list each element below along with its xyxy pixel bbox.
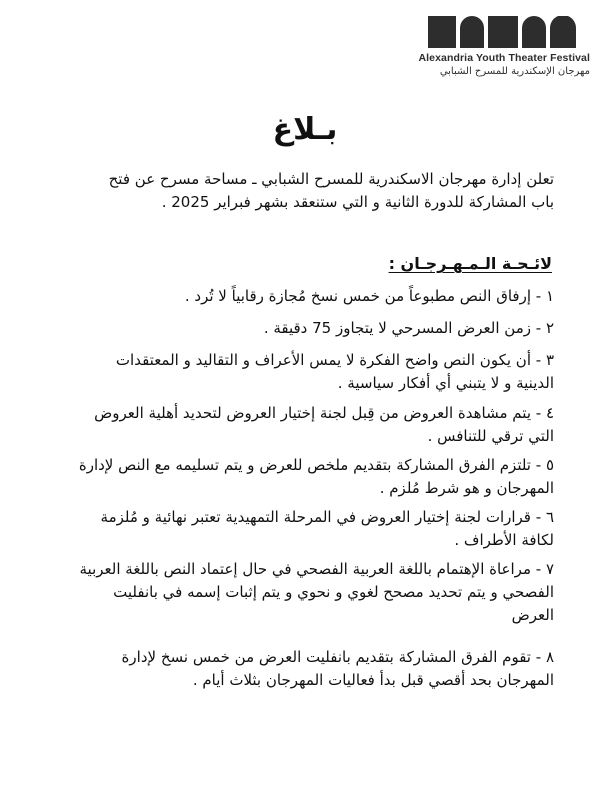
regulation-item-1: ١ - إرفاق النص مطبوعاً من خمس نسخ مُجازة رقابياً لا تُرد . xyxy=(184,287,554,305)
notice-intro: تعلن إدارة مهرجان الاسكندرية للمسرح الشبابي ـ مساحة مسرح عن فتح باب المشاركة للدورة الثانية و التي ستنعقد بشهر فبراير 2025 . xyxy=(108,170,554,211)
regulation-item-5: ٥ - تلتزم الفرق المشاركة بتقديم ملخص للعرض و يتم تسليمه مع النص لإدارة المهرجان و هو شرط مُلزم . xyxy=(78,456,554,497)
regulation-item-2: ٢ - زمن العرض المسرحي لا يتجاوز 75 دقيقة . xyxy=(263,319,554,337)
festival-logo-arabic: مهرجان الإسكندرية للمسرح الشبابي xyxy=(439,66,590,77)
regulation-item-8: ٨ - تقوم الفرق المشاركة بتقديم بانفليت العرض من خمس نسخ لإدارة المهرجان بحد أقصي قبل بدأ فعاليات المهرجان بثلاث أيام . xyxy=(121,648,554,689)
regulation-item-3: ٣ - أن يكون النص واضح الفكرة لا يمس الأعراف و التقاليد و المعتقدات الدينية و لا يتبني أي أفكار سياسية . xyxy=(115,351,554,392)
festival-logo-english: Alexandria Youth Theater Festival xyxy=(418,52,590,64)
festival-logo-mark xyxy=(428,16,580,48)
regulation-item-4: ٤ - يتم مشاهدة العروض من قِبل لجنة إختيار العروض لتحديد أهلية العروض التي ترقي للتنافس . xyxy=(94,404,554,445)
regulation-item-6: ٦ - قرارات لجنة إختيار العروض في المرحلة التمهيدية تعتبر نهائية و مُلزمة لكافة الأطراف . xyxy=(100,508,554,549)
festival-logo xyxy=(414,14,592,80)
notice-title: بـلاغ xyxy=(272,112,338,147)
regulation-item-7: ٧ - مراعاة الإهتمام باللغة العربية الفصحي في حال إعتماد النص باللغة العربية الفصحي و يتم تحديد مصحح لغوي و نحوي و يتم إثبات إسمه في بانفليت العرض xyxy=(79,560,554,624)
regulations-heading: لائـحـة الـمـهـرجـان : xyxy=(388,254,552,273)
